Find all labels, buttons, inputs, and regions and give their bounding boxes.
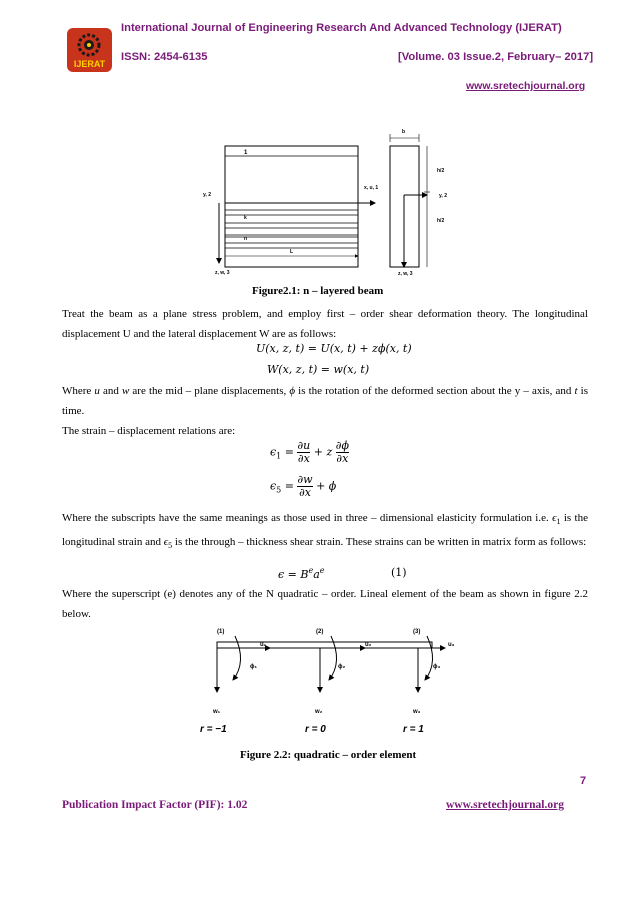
label-half-bottom: h/2 <box>437 218 445 224</box>
equation-strain-1: $\epsilon_1$ = $\frac{\partial u}{\partial x}$ + z $\frac{\partial\phi}{\partial x}$ <box>270 439 349 465</box>
label-z-axis-right: z, w, 3 <box>398 271 413 277</box>
w3-label: w₃ <box>413 709 421 715</box>
node-2-label: (2) <box>316 629 324 635</box>
paragraph-definitions: Where u and w are the mid – plane displacements, ϕ is the rotation of the deformed section about the y – axis, and t is time. <box>62 385 588 417</box>
w2-label: w₂ <box>315 709 323 715</box>
label-layer-1: 1 <box>244 150 248 156</box>
phi2-label: ϕ₂ <box>338 664 346 670</box>
u3-label: u₃ <box>448 642 455 648</box>
journal-logo <box>67 28 112 72</box>
label-half-top: h/2 <box>437 168 445 174</box>
figure-layered-beam <box>190 120 470 280</box>
paragraph-beam-theory: Treat the beam as a plane stress problem, and employ first – order shear deformation theory. The longitudinal displacement U and the lateral displacement W are as follows: <box>62 308 588 340</box>
r3-label: r = 1 <box>403 724 424 735</box>
w1-label: w₁ <box>213 709 221 715</box>
paragraph-element: Where the superscript (e) denotes any of the N quadratic – order. Lineal element of the beam as shown in figure 2.2 below. <box>62 588 588 620</box>
header-website-link[interactable]: www.sretechjournal.org <box>466 80 586 92</box>
u2-label: u₂ <box>365 642 372 648</box>
label-layer-k: k <box>244 215 247 221</box>
label-x-axis: x, u, 1 <box>364 185 379 191</box>
volume-info: [Volume. 03 Issue.2, February– 2017] <box>398 51 594 63</box>
element-bar <box>217 642 432 648</box>
equation-matrix-form: $\epsilon = B^ea^e$ <box>278 566 325 581</box>
paragraph-strain-intro: The strain – displacement relations are: <box>62 425 236 437</box>
equation-strain-5: $\epsilon_5$ = $\frac{\partial w}{\partial x}$ + ϕ <box>270 473 337 499</box>
label-length: L <box>290 249 294 255</box>
logo-text: IJERAT <box>73 59 106 69</box>
journal-title: International Journal of Engineering Research And Advanced Technology (IJERAT) <box>121 22 562 34</box>
label-width: b <box>402 129 406 135</box>
phi3-label: ϕ₃ <box>433 664 441 670</box>
paragraph-subscripts: Where the subscripts have the same meanings as those used in three – dimensional elasticity formulation i.e. $\epsilon_1$ is the longitudinal strain and $\epsilon_5$ is the through – thickness shear strain. These strains can be written in matrix form as follows: <box>62 512 588 550</box>
figure1-caption: Figure2.1: n – layered beam <box>252 285 384 297</box>
footer-website-link[interactable]: www.sretechjournal.org <box>446 799 564 811</box>
page-number: 7 <box>580 775 587 787</box>
equation-W: W(x, z, t) = w(x, t) <box>267 363 370 376</box>
equation-number: (1) <box>391 566 407 579</box>
label-y-axis-right: y, 2 <box>439 193 447 199</box>
r2-label: r = 0 <box>305 724 326 735</box>
phi1-label: ϕ₁ <box>250 664 257 670</box>
issn: ISSN: 2454-6135 <box>121 51 208 63</box>
u1-label: u₁ <box>260 642 267 648</box>
node-3-label: (3) <box>413 629 421 635</box>
label-layer-n: n <box>244 236 248 242</box>
r1-label: r = −1 <box>200 724 227 735</box>
impact-factor: Publication Impact Factor (PIF): 1.02 <box>62 799 248 811</box>
figure-quadratic-element <box>195 622 475 742</box>
label-z-axis-left: z, w, 3 <box>215 270 230 276</box>
equation-U: U(x, z, t) = U(x, t) + zϕ(x, t) <box>256 342 412 355</box>
figure2-caption: Figure 2.2: quadratic – order element <box>240 749 417 761</box>
label-y-axis-left: y, 2 <box>203 192 211 198</box>
node-1-label: (1) <box>217 629 225 635</box>
